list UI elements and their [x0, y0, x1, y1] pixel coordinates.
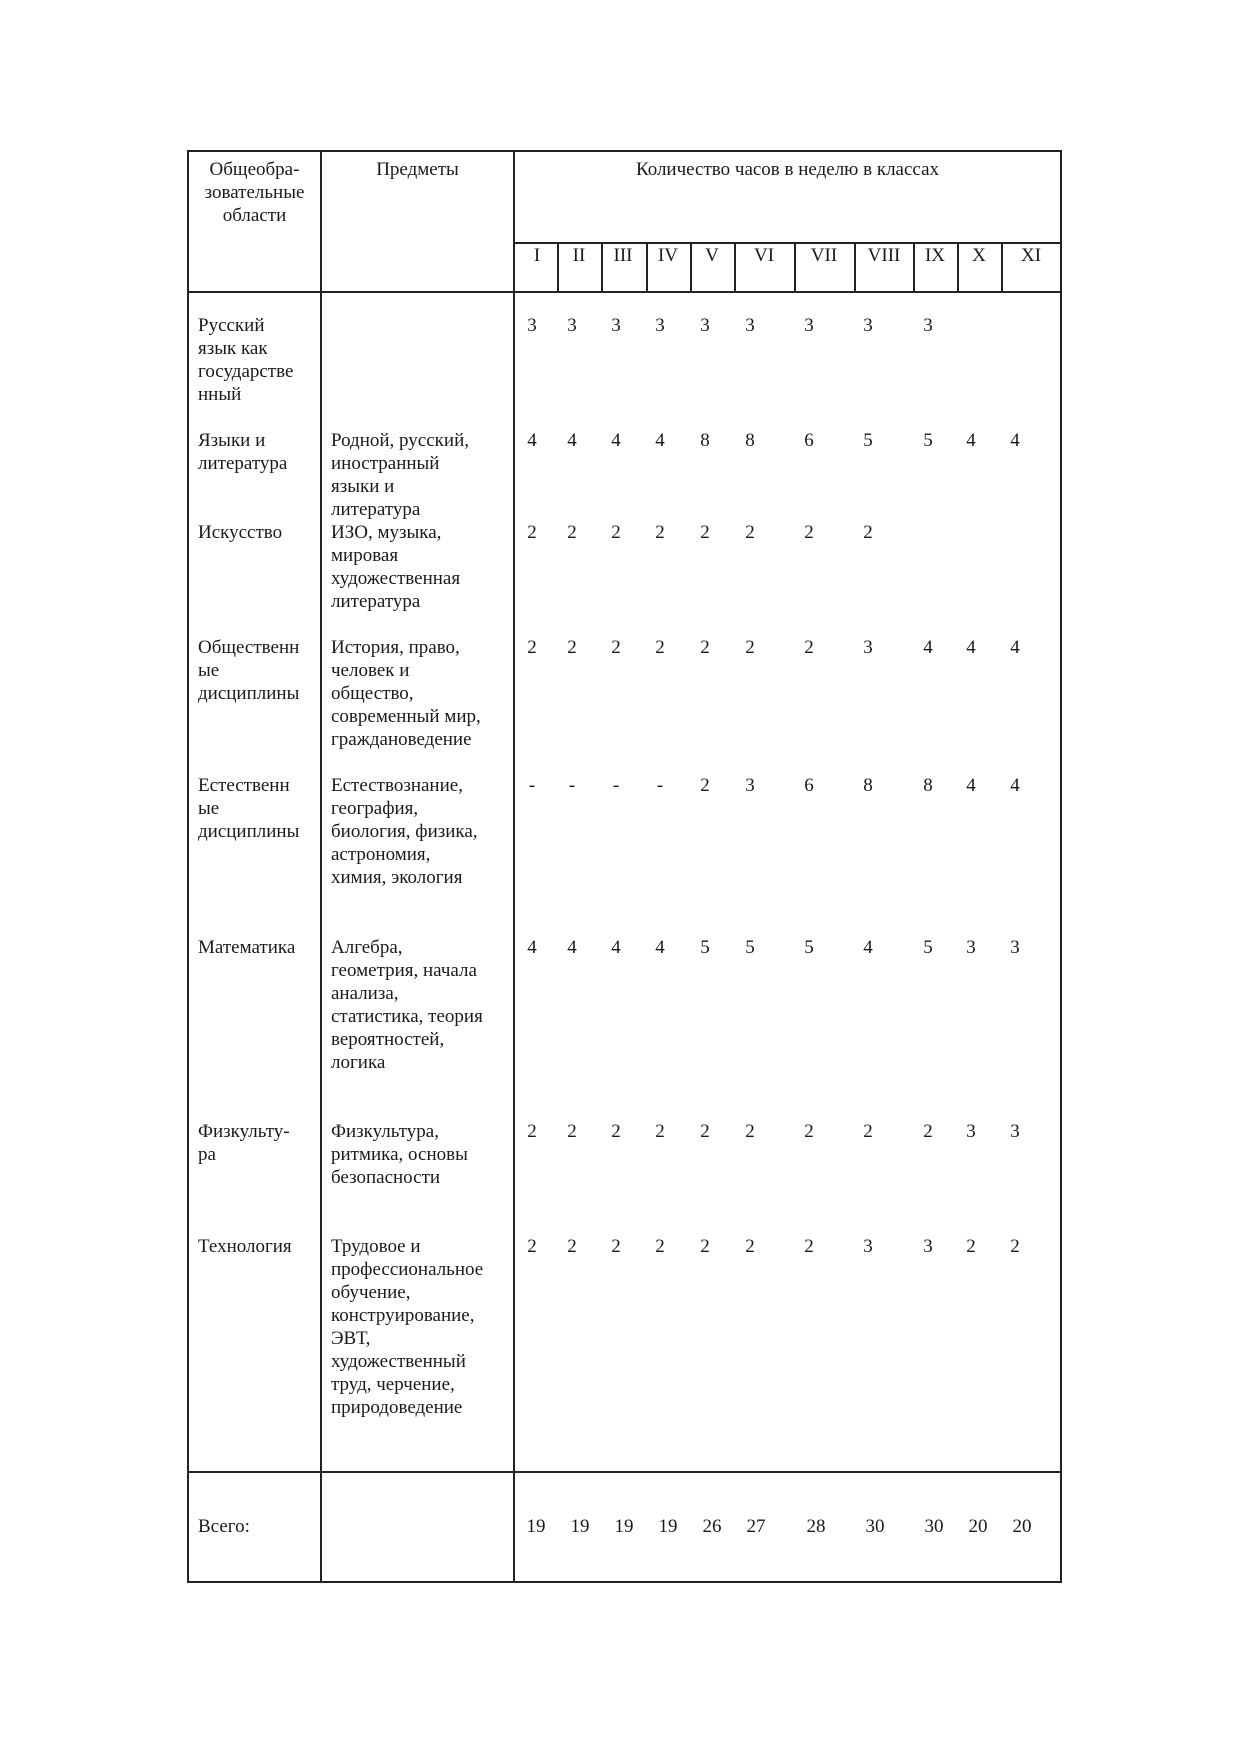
subjects-header: Предметы [376, 159, 459, 180]
grade-header: VI [753, 245, 775, 266]
hours-cell: 6 [804, 775, 814, 796]
subject-line: человек и [331, 660, 410, 681]
hours-cell: 3 [567, 315, 577, 336]
hours-cell: 2 [527, 522, 537, 543]
hours-cell: 2 [700, 775, 710, 796]
hours-cell: - [612, 775, 620, 796]
subject-line: граждановедение [331, 729, 472, 750]
area-cell [198, 521, 282, 544]
hours-cell: 4 [611, 937, 621, 958]
total-cell: 20 [968, 1516, 988, 1537]
area-line: Русский [198, 315, 265, 336]
area-cell [198, 1120, 290, 1166]
hours-cell: 3 [700, 315, 710, 336]
hours-cell: 4 [1010, 637, 1020, 658]
hours-cell: 8 [745, 430, 755, 451]
hours-cell: 3 [863, 637, 873, 658]
hours-cell: 4 [527, 937, 537, 958]
subject-line: география, [331, 798, 419, 819]
hours-cell: 2 [966, 1236, 976, 1257]
area-line: Математика [198, 937, 296, 958]
subject-line: мировая [331, 545, 399, 566]
grade-header: V [705, 245, 719, 266]
subject-line: Естествознание, [331, 775, 463, 796]
area-line: ые [198, 798, 220, 819]
area-line: Физкульту- [198, 1121, 290, 1142]
hours-cell: 2 [567, 522, 577, 543]
hours-cell: - [656, 775, 664, 796]
area-line: ые [198, 660, 220, 681]
hours-cell: 4 [567, 430, 577, 451]
subject-line: конструирование, [331, 1305, 475, 1326]
subject-line: История, право, [331, 637, 460, 658]
area-cell [198, 936, 295, 959]
subject-line: биология, физика, [331, 821, 478, 842]
hours-cell: 2 [567, 1236, 577, 1257]
curriculum-table [187, 150, 1062, 1583]
hours-cell: 4 [611, 430, 621, 451]
hours-cell: 2 [611, 1236, 621, 1257]
hours-cell: 3 [966, 937, 976, 958]
hours-cell: 2 [745, 522, 755, 543]
subject-line: литература [331, 499, 421, 520]
hours-cell: 3 [1010, 1121, 1020, 1142]
area-line: Общественн [198, 637, 300, 658]
hours-cell: 5 [745, 937, 755, 958]
hours-cell: 2 [700, 637, 710, 658]
hours-cell: 2 [655, 1121, 665, 1142]
subject-line: Алгебра, [331, 937, 403, 958]
hours-cell: 4 [863, 937, 873, 958]
total-cell: 28 [806, 1516, 826, 1537]
subject-line: ЭВТ, [331, 1328, 371, 1349]
area-line: литература [198, 453, 288, 474]
grade-header: X [972, 245, 986, 266]
subject-line: природоведение [331, 1397, 463, 1418]
table-border-right [1060, 150, 1062, 1583]
hours-cell: 2 [745, 637, 755, 658]
grade-header: I [533, 245, 541, 266]
grade-header: VII [810, 245, 838, 266]
total-cell: 30 [865, 1516, 885, 1537]
area-line: государстве [198, 361, 294, 382]
subject-line: вероятностей, [331, 1029, 445, 1050]
subject-line: художественная [331, 568, 461, 589]
subject-line: геометрия, начала [331, 960, 477, 981]
subject-line: анализа, [331, 983, 399, 1004]
grade-header: VIII [867, 245, 901, 266]
hours-cell: 5 [923, 430, 933, 451]
hours-cell: 2 [745, 1236, 755, 1257]
hours-cell: 8 [700, 430, 710, 451]
hours-header: Количество часов в неделю в классах [635, 159, 940, 180]
subject-column-rule [513, 150, 515, 1583]
area-line: Искусство [198, 522, 283, 543]
subject-line: иностранный [331, 453, 440, 474]
hours-cell: 2 [611, 1121, 621, 1142]
subject-line: труд, черчение, [331, 1374, 455, 1395]
hours-cell: 2 [700, 1236, 710, 1257]
hours-cell: 2 [700, 522, 710, 543]
subjects-cell [331, 1235, 483, 1419]
subjects-cell [331, 774, 478, 889]
subject-line: Трудовое и [331, 1236, 421, 1257]
hours-cell: 5 [863, 430, 873, 451]
hours-cell: 5 [804, 937, 814, 958]
hours-cell: 3 [611, 315, 621, 336]
grade-header: XI [1020, 245, 1042, 266]
subject-line: ИЗО, музыка, [331, 522, 442, 543]
hours-cell: 4 [527, 430, 537, 451]
hours-cell: 2 [567, 1121, 577, 1142]
total-label: Всего: [198, 1516, 250, 1537]
subject-line: химия, экология [331, 867, 463, 888]
total-cell: 27 [746, 1516, 766, 1537]
total-top-rule [187, 1471, 1062, 1473]
hours-cell: 3 [655, 315, 665, 336]
grade-separator [794, 242, 796, 293]
hours-cell: 4 [966, 775, 976, 796]
subjects-cell [331, 936, 483, 1074]
hours-cell: 3 [923, 1236, 933, 1257]
subjects-cell [331, 636, 481, 751]
total-cell: 20 [1012, 1516, 1032, 1537]
area-line: нный [198, 384, 242, 405]
subject-line: ритмика, основы [331, 1144, 468, 1165]
total-cell: 26 [702, 1516, 722, 1537]
subject-line: статистика, теория [331, 1006, 483, 1027]
area-header-line: Общеобра- [209, 159, 300, 180]
subject-line: Физкультура, [331, 1121, 439, 1142]
hours-cell: 3 [966, 1121, 976, 1142]
subject-line: безопасности [331, 1167, 441, 1188]
hours-cell: - [528, 775, 536, 796]
area-line: Языки и [198, 430, 266, 451]
hours-cell: 2 [745, 1121, 755, 1142]
hours-cell: 5 [700, 937, 710, 958]
hours-cell: 3 [863, 1236, 873, 1257]
hours-cell: 2 [863, 1121, 873, 1142]
hours-cell: 4 [966, 430, 976, 451]
hours-cell: 2 [1010, 1236, 1020, 1257]
grade-separator [1001, 242, 1003, 293]
area-line: дисциплины [198, 683, 300, 704]
hours-cell: 2 [655, 522, 665, 543]
total-cell: 19 [614, 1516, 634, 1537]
hours-cell: 4 [1010, 775, 1020, 796]
subject-line: общество, [331, 683, 414, 704]
area-cell [198, 774, 299, 843]
grade-header: II [572, 245, 586, 266]
subject-line: Родной, русский, [331, 430, 469, 451]
hours-cell: 2 [700, 1121, 710, 1142]
total-cell: 19 [570, 1516, 590, 1537]
hours-cell: 2 [804, 1121, 814, 1142]
hours-cell: 2 [527, 637, 537, 658]
hours-cell: 2 [611, 522, 621, 543]
grade-header: IX [924, 245, 946, 266]
hours-cell: 2 [655, 637, 665, 658]
subject-line: художественный [331, 1351, 466, 1372]
area-line: язык как [198, 338, 268, 359]
area-header-line: зовательные [204, 182, 305, 203]
hours-cell: 4 [567, 937, 577, 958]
hours-cell: - [568, 775, 576, 796]
hours-cell: 4 [655, 430, 665, 451]
hours-cell: 3 [745, 775, 755, 796]
area-cell [198, 429, 287, 475]
table-border-top [187, 150, 1062, 152]
hours-cell: 2 [611, 637, 621, 658]
hours-cell: 2 [923, 1121, 933, 1142]
subjects-cell [331, 429, 469, 521]
hours-cell: 3 [1010, 937, 1020, 958]
hours-cell: 4 [923, 637, 933, 658]
area-column-rule [320, 150, 322, 1583]
area-line: ра [198, 1144, 216, 1165]
hours-cell: 4 [655, 937, 665, 958]
grade-separator [734, 242, 736, 293]
hours-cell: 3 [804, 315, 814, 336]
hours-cell: 3 [863, 315, 873, 336]
hours-cell: 8 [863, 775, 873, 796]
hours-cell: 2 [527, 1121, 537, 1142]
area-cell [198, 636, 299, 705]
subject-line: обучение, [331, 1282, 411, 1303]
table-border-left [187, 150, 189, 1583]
area-line: дисциплины [198, 821, 300, 842]
hours-cell: 3 [923, 315, 933, 336]
hours-cell: 2 [527, 1236, 537, 1257]
hours-cell: 2 [863, 522, 873, 543]
area-line: Технология [198, 1236, 292, 1257]
subject-line: современный мир, [331, 706, 481, 727]
grade-header: IV [657, 245, 679, 266]
hours-cell: 3 [527, 315, 537, 336]
hours-cell: 3 [745, 315, 755, 336]
hours-cell: 8 [923, 775, 933, 796]
area-header [189, 158, 320, 227]
header-bottom-rule [187, 291, 1062, 293]
area-cell [198, 314, 293, 406]
total-cell: 19 [658, 1516, 678, 1537]
subjects-cell [331, 1120, 468, 1189]
subject-line: литература [331, 591, 421, 612]
area-cell [198, 1235, 292, 1258]
area-line: Естественн [198, 775, 290, 796]
grade-separator [854, 242, 856, 293]
hours-cell: 4 [966, 637, 976, 658]
subject-line: астрономия, [331, 844, 431, 865]
total-cell: 30 [924, 1516, 944, 1537]
hours-cell: 4 [1010, 430, 1020, 451]
table-border-bottom [187, 1581, 1062, 1583]
hours-cell: 2 [655, 1236, 665, 1257]
grade-header: III [613, 245, 633, 266]
hours-cell: 2 [567, 637, 577, 658]
subjects-cell [331, 521, 460, 613]
subject-line: логика [331, 1052, 386, 1073]
total-cell: 19 [526, 1516, 546, 1537]
hours-cell: 5 [923, 937, 933, 958]
area-header-line: области [222, 205, 287, 226]
hours-cell: 2 [804, 1236, 814, 1257]
subject-line: профессиональное [331, 1259, 484, 1280]
subject-line: языки и [331, 476, 395, 497]
hours-cell: 2 [804, 637, 814, 658]
hours-cell: 6 [804, 430, 814, 451]
hours-cell: 2 [804, 522, 814, 543]
